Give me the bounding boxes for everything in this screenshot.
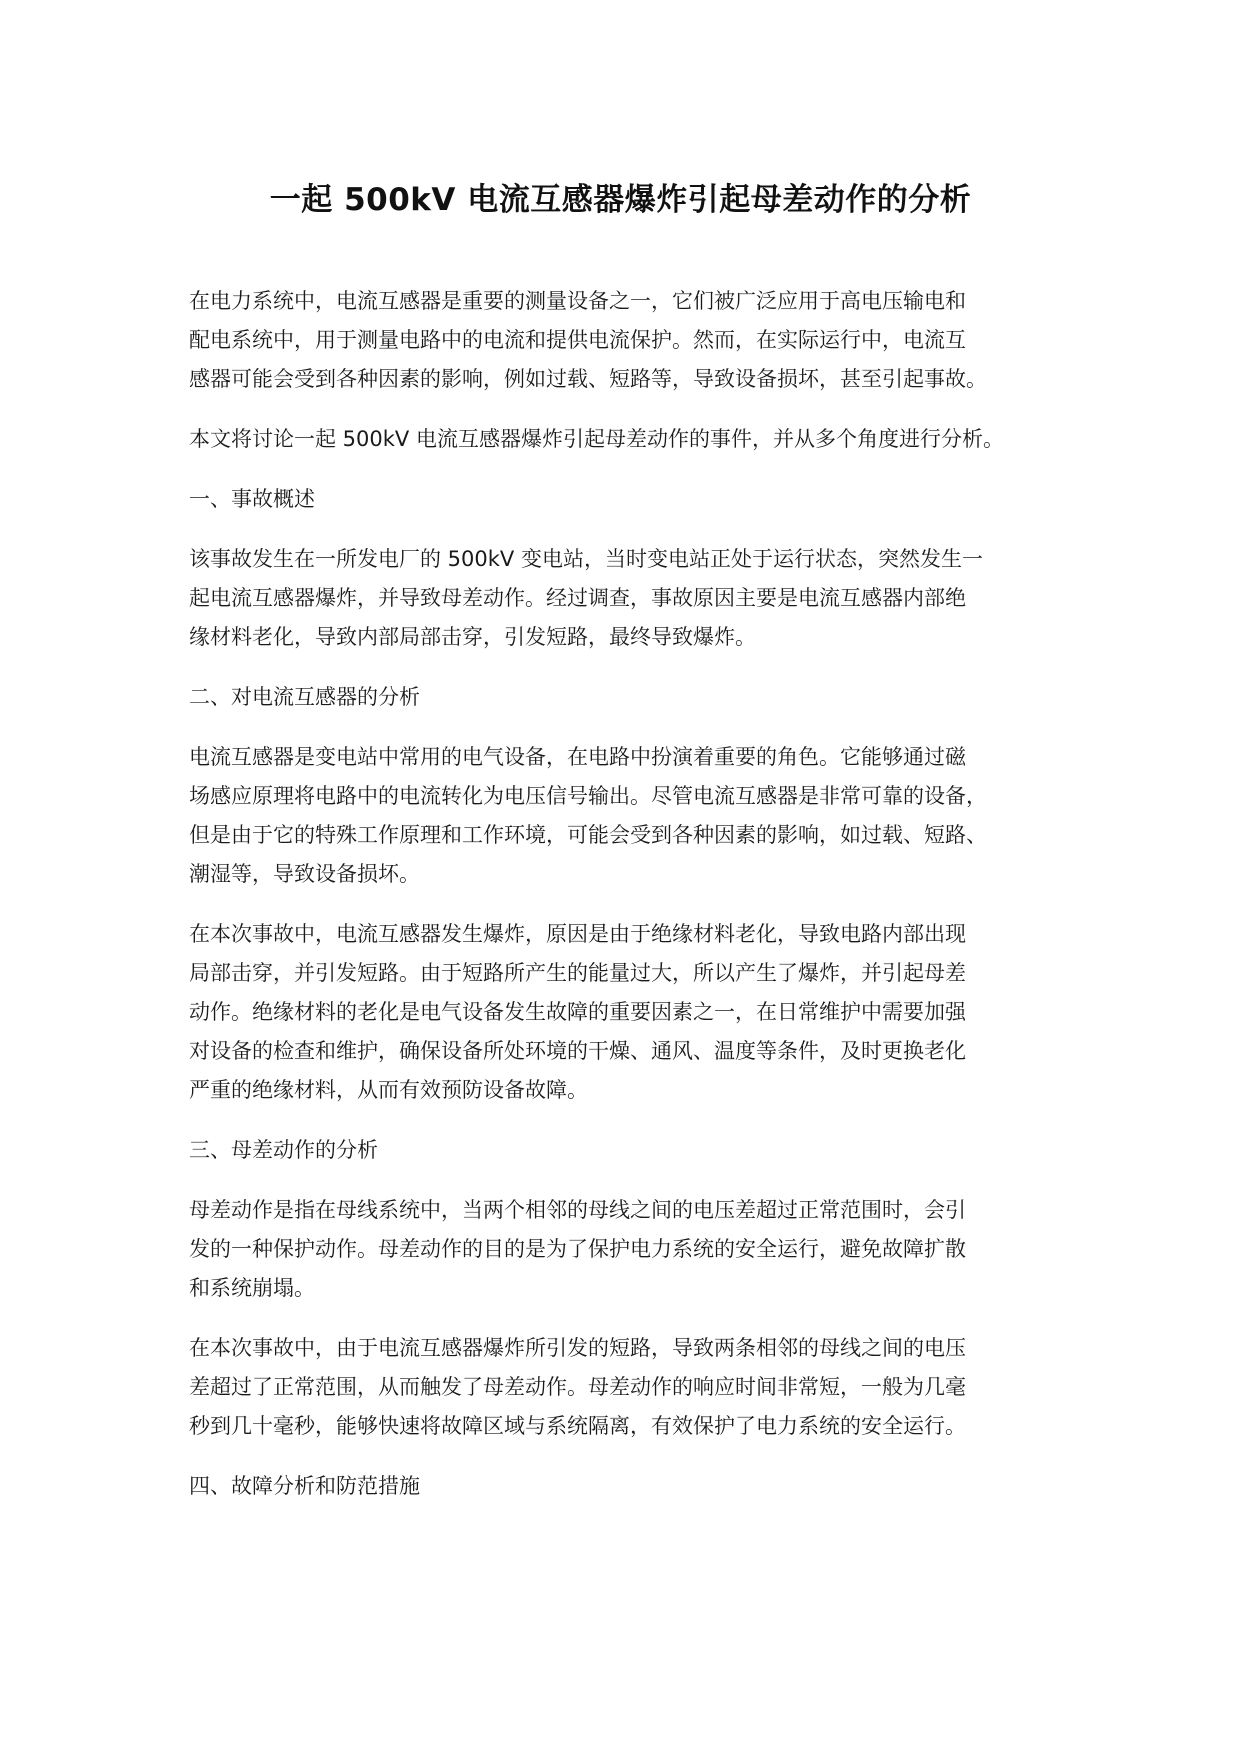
text-line: 在电力系统中，电流互感器是重要的测量设备之一，它们被广泛应用于高电压输电和 bbox=[189, 289, 966, 313]
paragraph bbox=[189, 282, 1077, 399]
paragraph bbox=[189, 540, 1077, 657]
text-line: 在本次事故中，电流互感器发生爆炸，原因是由于绝缘材料老化，导致电路内部出现 bbox=[189, 922, 966, 946]
text-line: 四、故障分析和防范措施 bbox=[189, 1474, 420, 1498]
text-line: 母差动作是指在母线系统中，当两个相邻的母线之间的电压差超过正常范围时，会引 bbox=[189, 1198, 966, 1222]
section-heading bbox=[189, 1131, 1077, 1170]
document-title: 一起 500kV 电流互感器爆炸引起母差动作的分析 bbox=[269, 182, 972, 218]
section-heading bbox=[189, 1467, 1077, 1506]
paragraph bbox=[189, 420, 1077, 459]
text-line: 本文将讨论一起 500kV 电流互感器爆炸引起母差动作的事件，并从多个角度进行分析。 bbox=[189, 427, 1004, 451]
text-line: 感器可能会受到各种因素的影响，例如过载、短路等，导致设备损坏，甚至引起事故。 bbox=[189, 367, 987, 391]
text-line: 起电流互感器爆炸，并导致母差动作。经过调查，事故原因主要是电流互感器内部绝 bbox=[189, 586, 966, 610]
section-heading bbox=[189, 678, 1077, 717]
text-line: 差超过了正常范围，从而触发了母差动作。母差动作的响应时间非常短，一般为几毫 bbox=[189, 1375, 966, 1399]
text-line: 二、对电流互感器的分析 bbox=[189, 685, 420, 709]
text-line: 缘材料老化，导致内部局部击穿，引发短路，最终导致爆炸。 bbox=[189, 625, 756, 649]
text-line: 配电系统中，用于测量电路中的电流和提供电流保护。然而，在实际运行中，电流互 bbox=[189, 328, 966, 352]
text-line: 在本次事故中，由于电流互感器爆炸所引发的短路，导致两条相邻的母线之间的电压 bbox=[189, 1336, 966, 1360]
text-line: 秒到几十毫秒，能够快速将故障区域与系统隔离，有效保护了电力系统的安全运行。 bbox=[189, 1414, 966, 1438]
paragraph bbox=[189, 1329, 1077, 1446]
text-line: 和系统崩塌。 bbox=[189, 1276, 315, 1300]
text-line: 对设备的检查和维护，确保设备所处环境的干燥、通风、温度等条件，及时更换老化 bbox=[189, 1039, 966, 1063]
text-line: 但是由于它的特殊工作原理和工作环境，可能会受到各种因素的影响，如过载、短路、 bbox=[189, 823, 987, 847]
section-heading bbox=[189, 480, 1077, 519]
paragraph bbox=[189, 915, 1077, 1110]
text-line: 场感应原理将电路中的电流转化为电压信号输出。尽管电流互感器是非常可靠的设备， bbox=[189, 784, 987, 808]
text-line: 该事故发生在一所发电厂的 500kV 变电站，当时变电站正处于运行状态，突然发生一 bbox=[189, 547, 983, 571]
paragraph bbox=[189, 1191, 1077, 1308]
text-line: 电流互感器是变电站中常用的电气设备，在电路中扮演着重要的角色。它能够通过磁 bbox=[189, 745, 966, 769]
text-line: 潮湿等，导致设备损坏。 bbox=[189, 862, 420, 886]
text-line: 一、事故概述 bbox=[189, 487, 315, 511]
text-line: 三、母差动作的分析 bbox=[189, 1138, 378, 1162]
paragraph bbox=[189, 738, 1077, 894]
text-line: 发的一种保护动作。母差动作的目的是为了保护电力系统的安全运行，避免故障扩散 bbox=[189, 1237, 966, 1261]
text-line: 严重的绝缘材料，从而有效预防设备故障。 bbox=[189, 1078, 588, 1102]
document-body bbox=[189, 282, 1077, 1527]
text-line: 动作。绝缘材料的老化是电气设备发生故障的重要因素之一，在日常维护中需要加强 bbox=[189, 1000, 966, 1024]
text-line: 局部击穿，并引发短路。由于短路所产生的能量过大，所以产生了爆炸，并引起母差 bbox=[189, 961, 966, 985]
